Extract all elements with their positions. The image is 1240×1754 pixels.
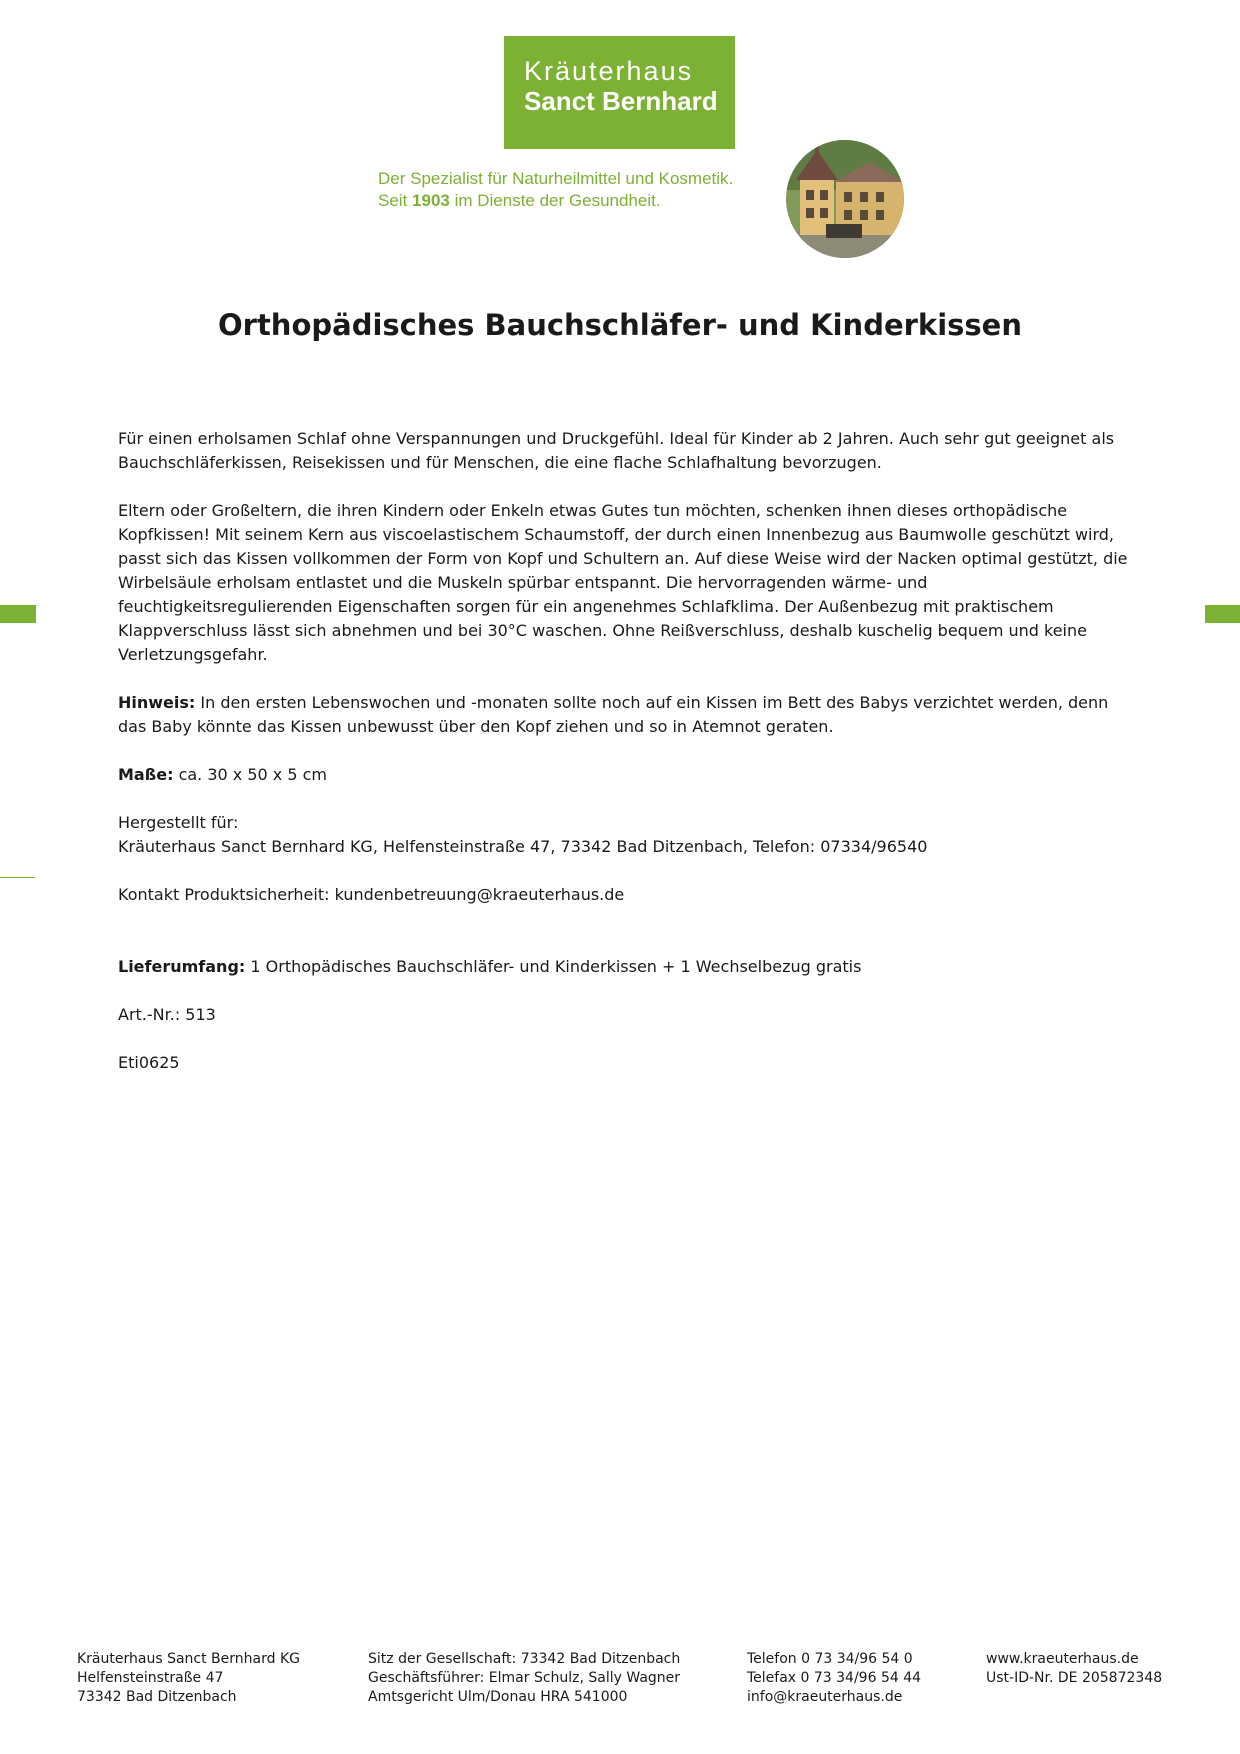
fold-mark-right bbox=[1205, 605, 1240, 623]
delivery-text: 1 Orthopädisches Bauchschläfer- und Kinderkissen + 1 Wechselbezug gratis bbox=[245, 957, 862, 976]
tagline-pre: Seit bbox=[378, 191, 413, 210]
tagline-post: im Dienste der Gesundheit. bbox=[449, 191, 661, 210]
footer-line: 73342 Bad Ditzenbach bbox=[77, 1689, 237, 1705]
hole-mark-left bbox=[0, 877, 35, 878]
hint-label: Hinweis: bbox=[118, 693, 196, 712]
manufacturer-paragraph bbox=[118, 811, 1128, 859]
footer-line: Telefax 0 73 34/96 54 44 bbox=[747, 1670, 922, 1686]
footer-contact bbox=[747, 1650, 921, 1707]
footer-line: Sitz der Gesellschaft: 73342 Bad Ditzenbach bbox=[368, 1651, 681, 1667]
manufacturer-label: Hergestellt für: bbox=[118, 813, 239, 832]
manufacturer-text: Kräuterhaus Sanct Bernhard KG, Helfensteinstraße 47, 73342 Bad Ditzenbach, Telefon: 07334/96540 bbox=[118, 837, 928, 856]
delivery-label: Lieferumfang: bbox=[118, 957, 246, 976]
building-photo bbox=[786, 140, 904, 258]
document-body bbox=[118, 427, 1128, 1099]
size-label: Maße: bbox=[118, 765, 174, 784]
logo-line2: Sanct Bernhard bbox=[524, 86, 718, 116]
page-title: Orthopädisches Bauchschläfer- und Kinderkissen bbox=[217, 308, 1022, 342]
footer-company bbox=[77, 1650, 300, 1707]
size-text: ca. 30 x 50 x 5 cm bbox=[173, 765, 327, 784]
brand-logo bbox=[504, 36, 735, 149]
label-code: Eti0625 bbox=[118, 1053, 180, 1072]
intro-paragraph: Für einen erholsamen Schlaf ohne Verspannungen und Druckgefühl. Ideal für Kinder ab 2 Jahren. Auch sehr gut geeignet als Bauchschläferkissen, Reisekissen und für Menschen, die eine flache Schlafhaltung bevorzugen. bbox=[118, 429, 1115, 472]
size-paragraph bbox=[118, 763, 1128, 787]
contact-paragraph: Kontakt Produktsicherheit: kundenbetreuung@kraeuterhaus.de bbox=[118, 885, 625, 904]
footer-line: Helfensteinstraße 47 bbox=[77, 1670, 224, 1686]
building-image-icon bbox=[786, 140, 904, 258]
fold-mark-left bbox=[0, 605, 36, 623]
tagline-year: 1903 bbox=[412, 191, 450, 210]
hint-text: In den ersten Lebenswochen und -monaten sollte noch auf ein Kissen im Bett des Babys verzichtet werden, denn das Baby könnte das Kissen unbewusst über den Kopf ziehen und so in Atemnot geraten. bbox=[118, 693, 1109, 736]
footer-website-link[interactable]: www.kraeuterhaus.de bbox=[986, 1651, 1139, 1667]
footer-line: Kräuterhaus Sanct Bernhard KG bbox=[77, 1651, 300, 1667]
delivery-paragraph bbox=[118, 955, 1128, 979]
logo-line1: Kräuterhaus bbox=[524, 56, 694, 86]
brand-tagline bbox=[378, 168, 733, 212]
footer-line: Geschäftsführer: Elmar Schulz, Sally Wagner bbox=[368, 1670, 681, 1686]
tagline-line1: Der Spezialist für Naturheilmittel und Kosmetik. bbox=[378, 169, 734, 188]
footer-line: Ust-ID-Nr. DE 205872348 bbox=[986, 1670, 1163, 1686]
article-number: Art.-Nr.: 513 bbox=[118, 1005, 216, 1024]
footer-legal bbox=[368, 1650, 680, 1707]
footer-line: Amtsgericht Ulm/Donau HRA 541000 bbox=[368, 1689, 628, 1705]
footer-email-link[interactable]: info@kraeuterhaus.de bbox=[747, 1689, 903, 1705]
tagline-line2 bbox=[378, 190, 733, 212]
hint-paragraph bbox=[118, 691, 1128, 739]
description-paragraph: Eltern oder Großeltern, die ihren Kindern oder Enkeln etwas Gutes tun möchten, schenken ihnen dieses orthopädische Kopfkissen! Mit seinem Kern aus viscoelastischem Schaumstoff, der durch einen Innenbezug aus Baumwolle geschützt wird, passt sich das Kissen vollkommen der Form von Kopf und Schultern an. Auf diese Weise wird der Nacken optimal gestützt, die Wirbelsäule erholsam entlastet und die Muskeln spürbar entspannt. Die hervorragenden wärme- und feuchtigkeitsregulierenden Eigenschaften sorgen für ein angenehmes Schlafklima. Der Außenbezug mit praktischem Klappverschluss lässt sich abnehmen und bei 30°C waschen. Ohne Reißverschluss, deshalb kuschelig bequem und keine Verletzungsgefahr. bbox=[118, 501, 1128, 664]
footer-web bbox=[986, 1650, 1162, 1688]
footer-line: Telefon 0 73 34/96 54 0 bbox=[747, 1651, 913, 1667]
